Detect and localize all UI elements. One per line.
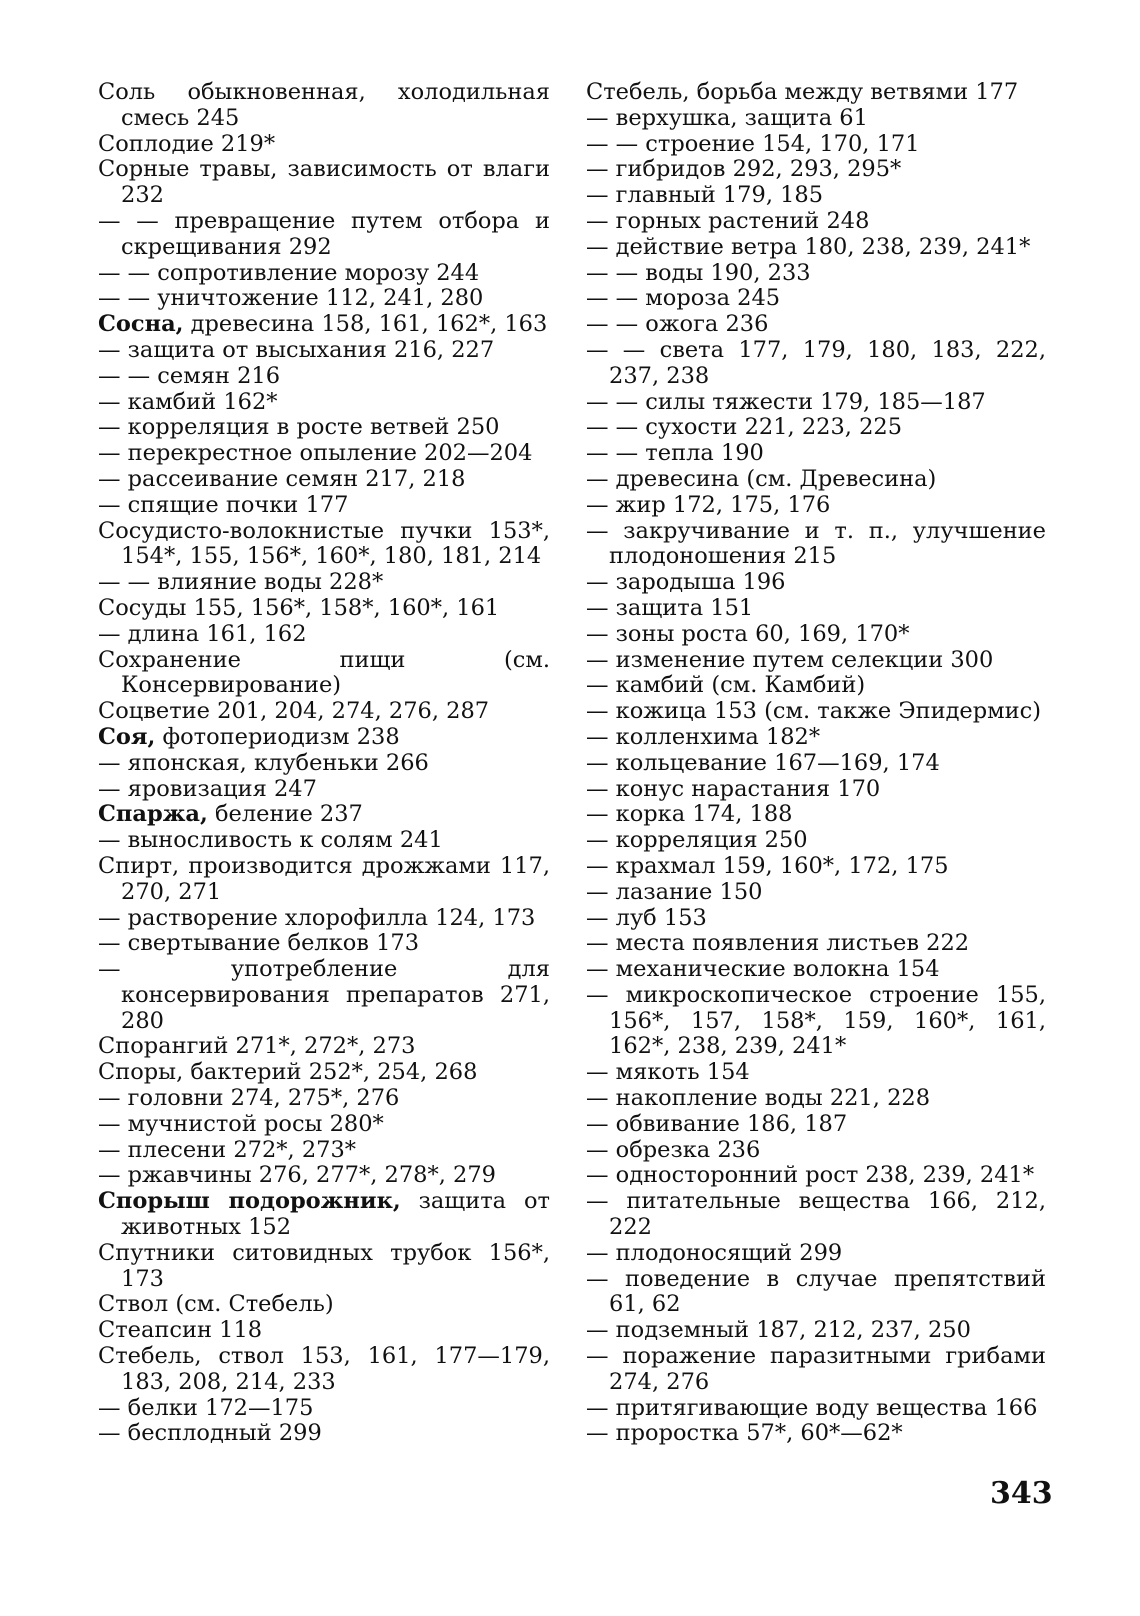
index-entry (586, 390, 1046, 416)
index-entry-text: — — уничтожение 112, 241, 280 (98, 285, 484, 312)
index-entry-text: — ржавчины 276, 277*, 278*, 279 (98, 1162, 496, 1189)
index-entry-text: — защита от высыхания 216, 227 (98, 336, 495, 363)
index-entry-text: Сосудисто-волокнистые пучки 153*, 154*, 155, 156*, 160*, 180, 181, 214 (98, 517, 550, 570)
index-entry (98, 777, 550, 803)
index-entry (98, 519, 550, 571)
index-entry (586, 286, 1046, 312)
index-entry (98, 415, 550, 441)
index-entry-text: — притягивающие воду вещества 166 (586, 1394, 1038, 1421)
index-entry (586, 1163, 1046, 1189)
index-entry (98, 1163, 550, 1189)
index-entry (98, 1396, 550, 1422)
index-entry (98, 1241, 550, 1293)
index-entry-text: — колленхима 182* (586, 723, 821, 750)
index-entry (98, 751, 550, 777)
index-entry (586, 596, 1046, 622)
index-entry (98, 261, 550, 287)
index-entry (586, 622, 1046, 648)
index-entry-text: — кожица 153 (см. также Эпидермис) (586, 698, 1042, 725)
index-entry-text: Соцветие 201, 204, 274, 276, 287 (98, 698, 490, 725)
index-entry-text: — — тепла 190 (586, 440, 764, 467)
index-entry (586, 673, 1046, 699)
index-entry-text: — головни 274, 275*, 276 (98, 1085, 400, 1112)
page-number: 343 (990, 1476, 1053, 1511)
index-entry-text: Сосуды 155, 156*, 158*, 160*, 161 (98, 594, 500, 621)
index-entry-text: — — света 177, 179, 180, 183, 222, 237, 238 (586, 336, 1046, 389)
index-entry (586, 519, 1046, 571)
index-entry-text: — действие ветра 180, 238, 239, 241* (586, 233, 1031, 260)
index-entry-text: — — ожога 236 (586, 311, 769, 338)
index-entry-text: — корреляция 250 (586, 827, 808, 854)
index-entry-text: — мучнистой росы 280* (98, 1110, 384, 1137)
index-entry (98, 286, 550, 312)
index-column-left (98, 80, 550, 1447)
index-entry-text: — верхушка, защита 61 (586, 104, 868, 131)
index-entry-text: — луб 153 (586, 904, 707, 931)
index-entry (98, 1138, 550, 1164)
index-entry-text: Стеапсин 118 (98, 1317, 263, 1344)
index-entry-text: — употребление для консервирования препаратов 271, 280 (98, 956, 550, 1034)
index-entry-text: — камбий (см. Камбий) (586, 672, 866, 699)
index-entry (586, 570, 1046, 596)
index-entry (586, 1421, 1046, 1447)
index-entry (98, 390, 550, 416)
index-entry-text: — рассеивание семян 217, 218 (98, 465, 466, 492)
index-entry-text: — питательные вещества 166, 212, 222 (586, 1188, 1046, 1241)
index-entry (586, 338, 1046, 390)
index-entry-text: древесина 158, 161, 162*, 163 (183, 311, 548, 338)
index-entry-text: — спящие почки 177 (98, 491, 349, 518)
index-entry (98, 596, 550, 622)
index-entry (586, 648, 1046, 674)
index-entry-text: — бесплодный 299 (98, 1420, 322, 1447)
index-entry (586, 1241, 1046, 1267)
index-column-right (586, 80, 1046, 1447)
index-entry-text: — защита 151 (586, 594, 754, 621)
index-entry-text: — конус нарастания 170 (586, 775, 881, 802)
index-entry-text: защита от животных 152 (121, 1188, 550, 1241)
index-entry (98, 725, 550, 751)
index-entry-text: — плодоносящий 299 (586, 1239, 843, 1266)
index-entry (586, 261, 1046, 287)
index-entry (98, 1189, 550, 1241)
index-entry-text: — кольцевание 167—169, 174 (586, 749, 940, 776)
index-entry (586, 699, 1046, 725)
index-entry-text: — жир 172, 175, 176 (586, 491, 831, 518)
index-entry (98, 931, 550, 957)
index-entry-text: — механические волокна 154 (586, 956, 940, 983)
index-entry (98, 1112, 550, 1138)
index-entry-text: — поведение в случае препятствий 61, 62 (586, 1265, 1046, 1318)
index-entry-text: — длина 161, 162 (98, 620, 307, 647)
index-entry (586, 209, 1046, 235)
index-entry (586, 931, 1046, 957)
index-entry (98, 132, 550, 158)
index-entry (98, 1086, 550, 1112)
index-entry-text: — изменение путем селекции 300 (586, 646, 994, 673)
index-entry-text: Сорные травы, зависимость от влаги 232 (98, 156, 550, 209)
index-entry-headword: Соя, (98, 723, 156, 750)
index-entry (586, 312, 1046, 338)
index-entry (98, 338, 550, 364)
index-entry-headword: Спаржа, (98, 801, 208, 828)
index-entry-text: — — влияние воды 228* (98, 569, 384, 596)
index-entry (586, 183, 1046, 209)
index-entry (586, 854, 1046, 880)
index-entry-text: — подземный 187, 212, 237, 250 (586, 1317, 971, 1344)
index-entry (586, 467, 1046, 493)
index-entry-text: — плесени 272*, 273* (98, 1136, 357, 1163)
index-entry (586, 1344, 1046, 1396)
index-entry-text: Стебель, ствол 153, 161, 177—179, 183, 208, 214, 233 (98, 1343, 550, 1395)
index-entry (98, 1318, 550, 1344)
index-entry-text: — свертывание белков 173 (98, 930, 420, 957)
index-entry (586, 132, 1046, 158)
index-entry-text: — — строение 154, 170, 171 (586, 130, 920, 157)
index-entry-text: Спорангий 271*, 272*, 273 (98, 1033, 416, 1060)
index-entry (98, 80, 550, 132)
index-entry-text: Сохранение пищи (см. Консервирование) (98, 646, 550, 699)
index-entry (586, 828, 1046, 854)
index-entry-text: — японская, клубеньки 266 (98, 749, 429, 776)
index-entry-text: — — сухости 221, 223, 225 (586, 414, 903, 441)
index-entry-text: Соплодие 219* (98, 130, 276, 157)
index-entry (98, 1421, 550, 1447)
index-entry-text: беление 237 (207, 801, 363, 828)
index-entry (586, 493, 1046, 519)
index-entry-text: — зоны роста 60, 169, 170* (586, 620, 910, 647)
index-entry-text: — белки 172—175 (98, 1394, 314, 1421)
index-entry-text: — гибридов 292, 293, 295* (586, 156, 902, 183)
index-entry-text: Споры, бактерий 252*, 254, 268 (98, 1059, 478, 1086)
index-entry-text: фотопериодизм 238 (155, 723, 400, 750)
index-entry (98, 957, 550, 1034)
index-entry-text: — — воды 190, 233 (586, 259, 811, 286)
index-entry (98, 1292, 550, 1318)
index-entry-text: — — сопротивление морозу 244 (98, 259, 480, 286)
index-entry (98, 157, 550, 209)
index-entry-text: — микроскопическое строение 155, 156*, 157, 158*, 159, 160*, 161, 162*, 238, 239, 241* (586, 981, 1046, 1060)
index-entry-text: — крахмал 159, 160*, 172, 175 (586, 852, 949, 879)
index-entry (98, 441, 550, 467)
index-entry-text: — растворение хлорофилла 124, 173 (98, 904, 536, 931)
index-entry-text: — поражение паразитными грибами 274, 276 (586, 1343, 1046, 1395)
index-entry-text: Спутники ситовидных трубок 156*, 173 (98, 1239, 550, 1292)
index-entry (98, 312, 550, 338)
index-entry (586, 441, 1046, 467)
index-entry-headword: Сосна, (98, 311, 184, 338)
index-entry (586, 983, 1046, 1060)
index-entry (98, 1034, 550, 1060)
index-entry (586, 1112, 1046, 1138)
index-entry-text: — — мороза 245 (586, 285, 781, 312)
index-entry (586, 1086, 1046, 1112)
index-entry (586, 1267, 1046, 1319)
index-entry (586, 957, 1046, 983)
index-entry (98, 648, 550, 700)
index-entry (98, 1060, 550, 1086)
index-entry-text: — обвивание 186, 187 (586, 1110, 848, 1137)
index-entry (586, 802, 1046, 828)
index-entry (98, 209, 550, 261)
index-entry (586, 1189, 1046, 1241)
index-entry (586, 725, 1046, 751)
index-entry-text: — — семян 216 (98, 362, 281, 389)
index-entry-text: — зародыша 196 (586, 569, 786, 596)
index-entry-text: Ствол (см. Стебель) (98, 1291, 334, 1318)
index-entry (586, 1060, 1046, 1086)
index-entry (98, 699, 550, 725)
index-entry-text: — накопление воды 221, 228 (586, 1085, 931, 1112)
index-entry (98, 493, 550, 519)
index-entry (98, 467, 550, 493)
index-entry-text: — обрезка 236 (586, 1136, 761, 1163)
index-entry (586, 106, 1046, 132)
index-entry (98, 802, 550, 828)
index-entry-text: — корка 174, 188 (586, 801, 793, 828)
index-entry (98, 364, 550, 390)
index-entry-text: — камбий 162* (98, 388, 278, 415)
index-entry-text: — лазание 150 (586, 878, 763, 905)
index-entry (586, 157, 1046, 183)
index-entry-text: — закручивание и т. п., улучшение плодоношения 215 (586, 517, 1046, 570)
index-entry-headword: Спорыш подорожник, (98, 1188, 401, 1215)
index-entry (586, 80, 1046, 106)
index-entry (98, 622, 550, 648)
index-entry (98, 570, 550, 596)
index-entry (586, 777, 1046, 803)
index-entry-text: Стебель, борьба между ветвями 177 (586, 79, 1019, 105)
index-entry (586, 235, 1046, 261)
index-entry-text: — перекрестное опыление 202—204 (98, 440, 533, 467)
index-entry (98, 854, 550, 906)
index-entry-text: — мякоть 154 (586, 1059, 750, 1086)
index-entry-text: — места появления листьев 222 (586, 930, 970, 957)
index-entry-text: — главный 179, 185 (586, 182, 824, 209)
index-entry (586, 1138, 1046, 1164)
index-entry-text: — яровизация 247 (98, 775, 317, 802)
index-entry (586, 751, 1046, 777)
index-entry (586, 1318, 1046, 1344)
index-entry (586, 906, 1046, 932)
index-entry-text: — — силы тяжести 179, 185—187 (586, 388, 986, 415)
index-entry (98, 906, 550, 932)
index-entry (98, 828, 550, 854)
index-entry (98, 1344, 550, 1396)
index-entry (586, 415, 1046, 441)
index-entry-text: — корреляция в росте ветвей 250 (98, 414, 500, 441)
index-entry-text: — древесина (см. Древесина) (586, 465, 937, 492)
index-entry (586, 1396, 1046, 1422)
index-entry-text: Соль обыкновенная, холодильная смесь 245 (98, 79, 550, 131)
index-entry-text: — проростка 57*, 60*—62* (586, 1420, 903, 1447)
index-entry-text: — выносливость к солям 241 (98, 827, 443, 854)
index-entry-text: — — превращение путем отбора и скрещивания 292 (98, 207, 550, 260)
index-entry-text: Спирт, производится дрожжами 117, 270, 271 (98, 852, 550, 905)
index-entry-text: — горных растений 248 (586, 207, 870, 234)
index-entry (586, 880, 1046, 906)
index-entry-text: — односторонний рост 238, 239, 241* (586, 1162, 1035, 1189)
